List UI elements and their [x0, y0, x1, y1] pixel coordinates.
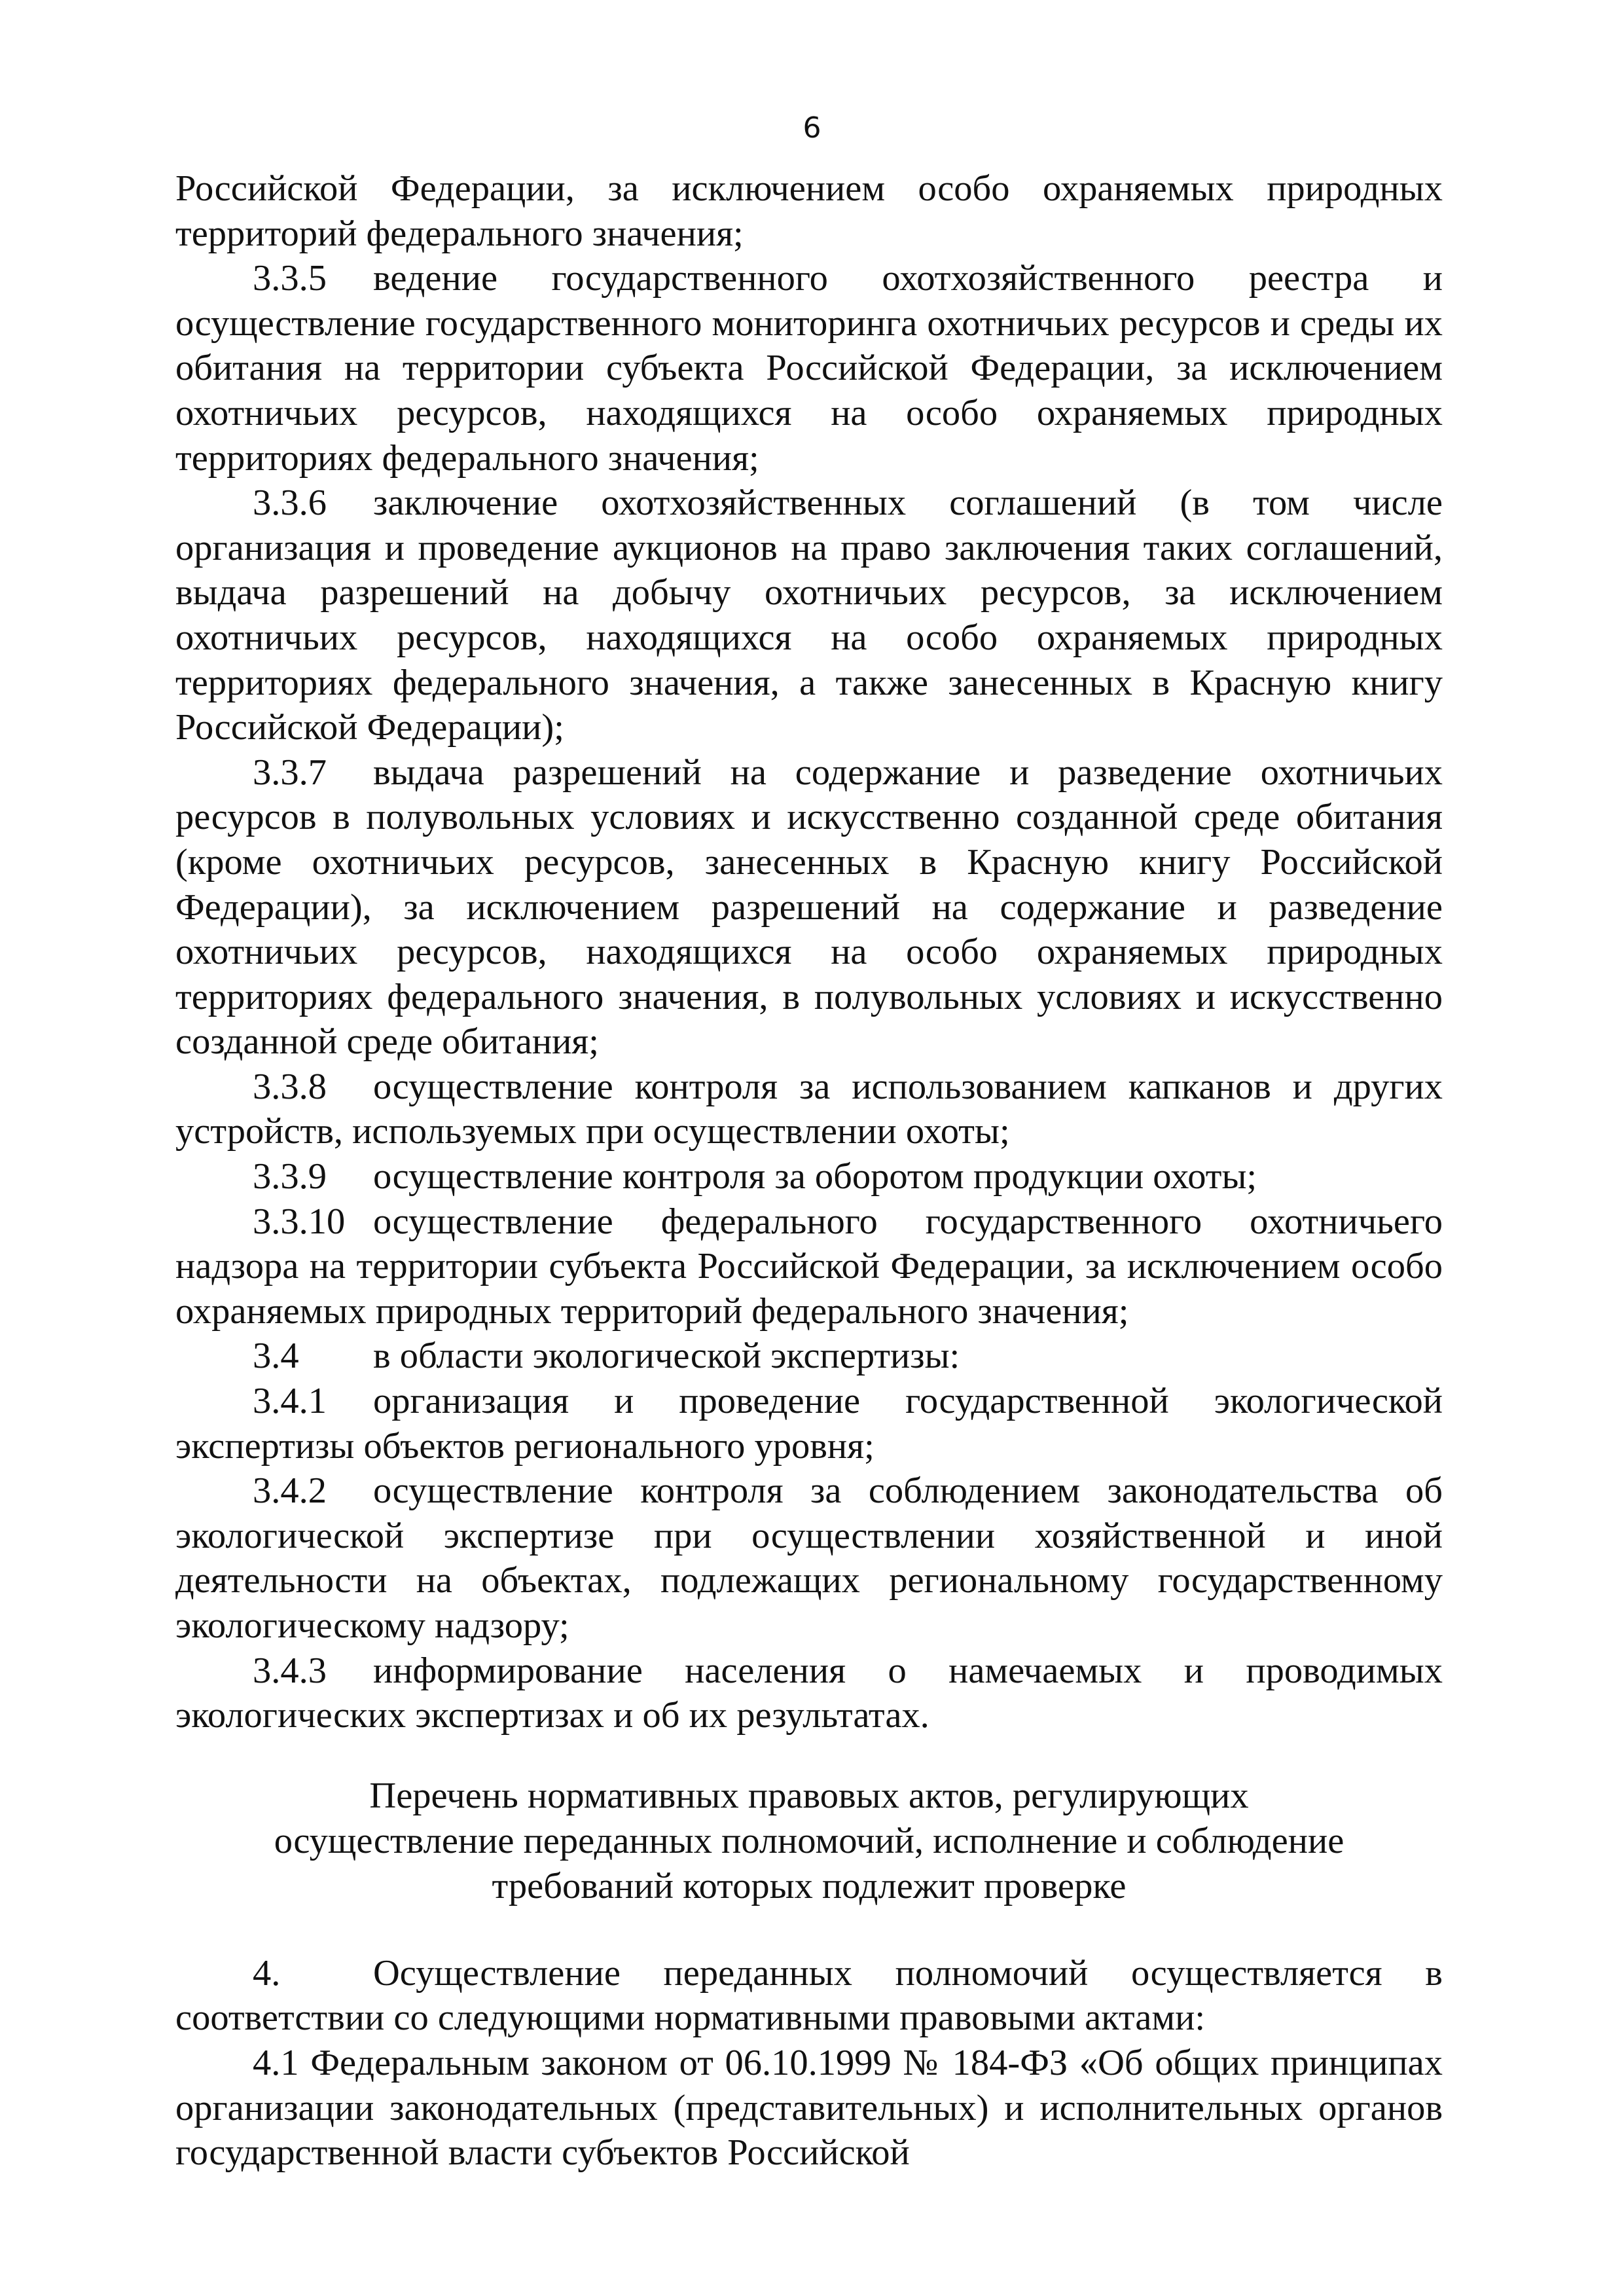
- paragraph-3-4: [175, 1334, 1443, 1379]
- paragraph-text: осуществление контроля за оборотом продукции охоты;: [373, 1156, 1257, 1197]
- item-number: 3.4.3: [253, 1650, 327, 1691]
- item-number: 3.4: [253, 1336, 299, 1377]
- paragraph-3-3-5: [175, 256, 1443, 481]
- paragraph-text: организация и проведение государственной экологической экспертизы объектов регионального уровня;: [175, 1381, 1443, 1467]
- paragraph-3-4-1: [175, 1379, 1443, 1468]
- section-heading: Перечень нормативных правовых актов, регулирующих осуществление переданных полномочий, исполнение и соблюдение требований которых подлежит проверке: [274, 1775, 1344, 1906]
- item-number: 4.: [253, 1952, 281, 1994]
- paragraph-text: осуществление контроля за использованием капканов и других устройств, используемых при осуществлении охоты;: [175, 1066, 1443, 1152]
- paragraph-3-3-9: [175, 1154, 1443, 1199]
- document-body: [175, 166, 1443, 2176]
- paragraph-4-1: [175, 2041, 1443, 2176]
- paragraph-3-3-8: [175, 1065, 1443, 1154]
- paragraph-3-3-10: [175, 1199, 1443, 1334]
- paragraph-text: осуществление федерального государственного охотничьего надзора на территории субъекта Российской Федерации, за исключением особо охраняемых природных территорий федерального значения;: [175, 1201, 1443, 1332]
- item-number: 3.3.5: [253, 258, 327, 299]
- page-number: 6: [803, 111, 821, 145]
- paragraph-text: выдача разрешений на содержание и разведение охотничьих ресурсов в полувольных условиях и искусственно созданной среде обитания (кроме охотничьих ресурсов, занесенных в Красную книгу Российской Федерации), за исключением разрешений на содержание и разведение охотничьих ресурсов, находящихся на особо охраняемых природных территориях федерального значения, в полувольных условиях и искусственно созданной среде обитания;: [175, 752, 1443, 1063]
- item-number: 3.3.6: [253, 483, 327, 524]
- item-number: 3.3.10: [253, 1201, 346, 1242]
- paragraph-text: заключение охотхозяйственных соглашений (в том числе организация и проведение аукционов на право заключения таких соглашений, выдача разрешений на добычу охотничьих ресурсов, за исключением охотничьих ресурсов, находящихся на особо охраняемых природных территориях федерального значения, а также занесенных в Красную книгу Российской Федерации);: [175, 483, 1443, 748]
- paragraph-3-4-3: [175, 1649, 1443, 1738]
- item-number: 3.4.1: [253, 1381, 327, 1422]
- paragraph-text: Осуществление переданных полномочий осуществляется в соответствии со следующими нормативными правовыми актами:: [175, 1952, 1443, 2039]
- item-number: 3.3.9: [253, 1156, 327, 1197]
- paragraph-text: информирование населения о намечаемых и проводимых экологических экспертизах и об их результатах.: [175, 1650, 1443, 1736]
- item-number: 3.4.2: [253, 1470, 327, 1512]
- item-number: 3.3.7: [253, 752, 327, 793]
- item-number: 4.1: [253, 2042, 299, 2083]
- paragraph-3-3-6: [175, 481, 1443, 750]
- paragraph-4: [175, 1951, 1443, 2041]
- spacer: [175, 1909, 1443, 1951]
- paragraph-text: Федеральным законом от 06.10.1999 № 184-ФЗ «Об общих принципах организации законодательных (представительных) и исполнительных органов государственной власти субъектов Российской: [175, 2042, 1443, 2174]
- paragraph-text: ведение государственного охотхозяйственного реестра и осуществление государственного мониторинга охотничьих ресурсов и среды их обитания на территории субъекта Российской Федерации, за исключением охотничьих ресурсов, находящихся на особо охраняемых природных территориях федерального значения;: [175, 258, 1443, 479]
- paragraph-text: осуществление контроля за соблюдением законодательства об экологической экспертизе при осуществлении хозяйственной и иной деятельности на объектах, подлежащих региональному государственному экологическому надзору;: [175, 1470, 1443, 1646]
- item-number: 3.3.8: [253, 1066, 327, 1107]
- paragraph-3-3-7: [175, 750, 1443, 1065]
- paragraph-continuation: Российской Федерации, за исключением особо охраняемых природных территорий федерального значения;: [175, 168, 1443, 254]
- paragraph-text: в области экологической экспертизы:: [373, 1336, 960, 1377]
- paragraph-3-4-2: [175, 1468, 1443, 1648]
